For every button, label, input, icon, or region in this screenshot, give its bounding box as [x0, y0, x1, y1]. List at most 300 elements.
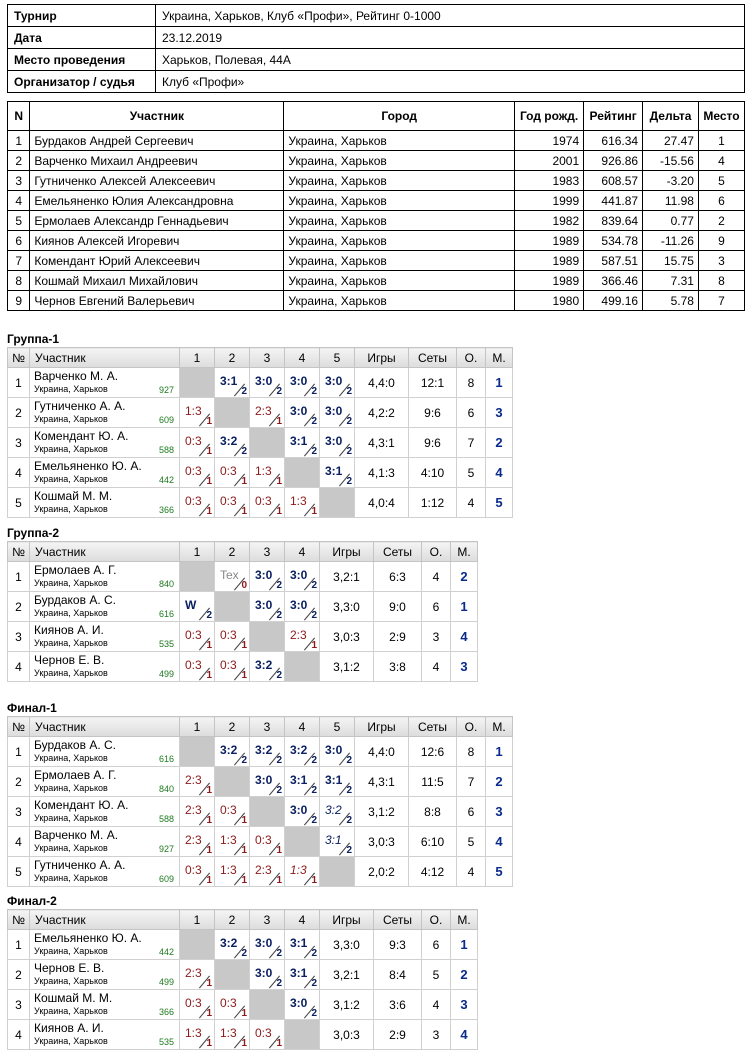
place-value: 5 [486, 488, 513, 518]
match-score-cell [320, 797, 355, 827]
match-points: 2 [311, 815, 317, 826]
match-points: 1 [206, 785, 212, 796]
participant-rating: 608.57 [584, 171, 643, 191]
header-participant: Участник [30, 348, 180, 368]
match-score: 0:3 [185, 464, 202, 478]
match-score: 0:3 [185, 628, 202, 642]
match-score-cell [250, 1020, 285, 1050]
match-score-cell [285, 960, 320, 990]
match-score: Tex [220, 568, 239, 582]
participant-rating: 926.86 [584, 151, 643, 171]
row-number: 3 [8, 622, 30, 652]
place-value: 1 [486, 368, 513, 398]
match-score: 3:0 [290, 598, 308, 612]
player-cell [30, 960, 180, 990]
games-value: 4,3:1 [355, 428, 409, 458]
player-city: Украина, Харьков [34, 578, 108, 588]
player-name: Ермолаев А. Г. [34, 768, 117, 782]
place-value: 2 [486, 767, 513, 797]
header-place: Место [698, 102, 744, 131]
player-name: Бурдаков А. С. [34, 738, 116, 752]
match-score: 1:3 [185, 1026, 202, 1040]
match-score-cell [285, 592, 320, 622]
row-number: 2 [8, 767, 30, 797]
row-number: 4 [8, 827, 30, 857]
match-score-cell [320, 368, 355, 398]
games-value: 3,3:0 [320, 930, 374, 960]
group-row [8, 990, 478, 1020]
self-cell [250, 990, 285, 1020]
header-games: Игры [355, 717, 409, 737]
games-value: 4,3:1 [355, 767, 409, 797]
header-opponent-number: 4 [285, 542, 320, 562]
player-city: Украина, Харьков [34, 783, 108, 793]
games-value: 4,1:3 [355, 458, 409, 488]
sets-value: 12:6 [409, 737, 457, 767]
games-value: 3,0:3 [355, 827, 409, 857]
player-cell [30, 488, 180, 518]
group-row [8, 767, 513, 797]
participant-city: Украина, Харьков [284, 131, 515, 151]
match-score-cell [180, 458, 215, 488]
match-score-cell [215, 488, 250, 518]
match-score: 2:3 [185, 803, 202, 817]
participant-birth-year: 2001 [515, 151, 584, 171]
participant-birth-year: 1974 [515, 131, 584, 151]
info-key: Дата [8, 27, 156, 49]
self-cell [180, 930, 215, 960]
participant-number: 2 [8, 151, 30, 171]
match-score-cell [215, 857, 250, 887]
match-points: 1 [276, 1038, 282, 1049]
match-score-cell [320, 737, 355, 767]
player-name: Емельяненко Ю. А. [34, 931, 142, 945]
match-points: 1 [241, 506, 247, 517]
header-delta: Дельта [643, 102, 699, 131]
match-score-cell [250, 488, 285, 518]
match-score-cell [180, 767, 215, 797]
match-score-cell [250, 930, 285, 960]
header-points: О. [457, 717, 486, 737]
match-score-cell [180, 990, 215, 1020]
header-opponent-number: 1 [180, 910, 215, 930]
player-rating: 366 [158, 1007, 174, 1017]
row-number: 3 [8, 990, 30, 1020]
games-value: 2,0:2 [355, 857, 409, 887]
row-number: 3 [8, 797, 30, 827]
match-points: 2 [276, 580, 282, 591]
player-cell [30, 368, 180, 398]
header-opponent-number: 4 [285, 717, 320, 737]
participant-delta: 7.31 [643, 271, 699, 291]
match-score-cell [285, 797, 320, 827]
row-number: 4 [8, 652, 30, 682]
match-score: 0:3 [220, 628, 237, 642]
player-city: Украина, Харьков [34, 753, 108, 763]
match-points: 2 [311, 446, 317, 457]
header-points: О. [422, 542, 451, 562]
match-score-cell [285, 562, 320, 592]
header-sets: Сеты [374, 542, 422, 562]
match-points: 1 [206, 978, 212, 989]
match-score-cell [250, 562, 285, 592]
participant-row [8, 251, 745, 271]
participant-rating: 441.87 [584, 191, 643, 211]
match-points: 1 [241, 476, 247, 487]
participant-city: Украина, Харьков [284, 191, 515, 211]
group-row [8, 428, 513, 458]
header-games: Игры [355, 348, 409, 368]
self-cell [250, 622, 285, 652]
info-key: Организатор / судья [8, 71, 156, 93]
match-score: 3:2 [220, 434, 238, 448]
self-cell [320, 857, 355, 887]
match-points: 1 [206, 506, 212, 517]
group-title: Группа-1 [7, 332, 60, 346]
participant-city: Украина, Харьков [284, 211, 515, 231]
participant-row [8, 211, 745, 231]
row-number: 1 [8, 562, 30, 592]
info-row [8, 71, 745, 93]
group-table [7, 541, 478, 682]
player-rating: 499 [158, 669, 174, 679]
participant-row [8, 271, 745, 291]
player-city: Украина, Харьков [34, 1036, 108, 1046]
match-score: 0:3 [255, 1026, 272, 1040]
player-city: Украина, Харьков [34, 444, 108, 454]
games-value: 3,3:0 [320, 592, 374, 622]
points-value: 3 [422, 622, 451, 652]
participant-number: 7 [8, 251, 30, 271]
self-cell [180, 562, 215, 592]
match-score-cell [180, 1020, 215, 1050]
participant-number: 6 [8, 231, 30, 251]
match-score: 3:0 [325, 404, 343, 418]
match-points: 1 [311, 875, 317, 886]
row-number: 1 [8, 368, 30, 398]
match-points: 2 [241, 755, 247, 766]
participants-body [8, 131, 745, 311]
self-cell [250, 797, 285, 827]
participant-birth-year: 1980 [515, 291, 584, 311]
points-value: 7 [457, 767, 486, 797]
participant-row [8, 171, 745, 191]
match-score-cell [320, 458, 355, 488]
header-opponent-number: 4 [285, 348, 320, 368]
match-points: 2 [241, 446, 247, 457]
match-points: 1 [241, 815, 247, 826]
player-cell [30, 562, 180, 592]
match-points: 2 [241, 948, 247, 959]
match-points: 2 [311, 785, 317, 796]
participant-row [8, 231, 745, 251]
match-score-cell [320, 767, 355, 797]
row-number: 1 [8, 737, 30, 767]
participant-place: 6 [698, 191, 744, 211]
player-city: Украина, Харьков [34, 504, 108, 514]
match-score: 3:1 [290, 936, 308, 950]
points-value: 4 [422, 562, 451, 592]
participant-delta: 0.77 [643, 211, 699, 231]
participant-number: 1 [8, 131, 30, 151]
self-cell [180, 737, 215, 767]
match-score: 1:3 [290, 494, 307, 508]
match-score-cell [250, 827, 285, 857]
player-rating: 535 [158, 1037, 174, 1047]
row-number: 2 [8, 398, 30, 428]
group-header-row [8, 910, 478, 930]
participant-birth-year: 1989 [515, 231, 584, 251]
match-points: 1 [241, 1008, 247, 1019]
match-score-cell [250, 857, 285, 887]
match-score: 3:0 [255, 936, 273, 950]
player-name: Емельяненко Ю. А. [34, 459, 142, 473]
participant-city: Украина, Харьков [284, 151, 515, 171]
place-value: 1 [451, 592, 478, 622]
games-value: 4,4:0 [355, 368, 409, 398]
group-row [8, 857, 513, 887]
match-points: 1 [206, 1038, 212, 1049]
match-score: 3:2 [290, 743, 308, 757]
participant-number: 9 [8, 291, 30, 311]
points-value: 6 [422, 592, 451, 622]
match-score: 3:1 [220, 374, 238, 388]
match-points: 2 [311, 1008, 317, 1019]
match-score: 3:1 [325, 773, 343, 787]
header-number: № [8, 542, 30, 562]
match-score: 1:3 [220, 833, 237, 847]
match-score: 3:0 [290, 568, 308, 582]
match-points: 2 [346, 815, 352, 826]
header-participant: Участник [30, 910, 180, 930]
player-city: Украина, Харьков [34, 668, 108, 678]
match-points: 2 [311, 948, 317, 959]
match-score-cell [250, 960, 285, 990]
player-cell [30, 652, 180, 682]
participant-city: Украина, Харьков [284, 231, 515, 251]
participant-row [8, 131, 745, 151]
player-rating: 535 [158, 639, 174, 649]
info-key: Турнир [8, 5, 156, 27]
player-city: Украина, Харьков [34, 608, 108, 618]
sets-value: 8:8 [409, 797, 457, 827]
place-value: 2 [451, 562, 478, 592]
player-cell [30, 622, 180, 652]
player-rating: 588 [158, 445, 174, 455]
games-value: 3,1:2 [355, 797, 409, 827]
match-points: 2 [346, 476, 352, 487]
group-row [8, 488, 513, 518]
match-score-cell [285, 398, 320, 428]
match-points: 2 [241, 386, 247, 397]
participant-birth-year: 1989 [515, 251, 584, 271]
match-score: 0:3 [185, 434, 202, 448]
participant-rating: 587.51 [584, 251, 643, 271]
group-row [8, 737, 513, 767]
participant-place: 4 [698, 151, 744, 171]
points-value: 4 [422, 652, 451, 682]
match-score: 3:0 [290, 803, 308, 817]
row-number: 4 [8, 458, 30, 488]
games-value: 3,1:2 [320, 652, 374, 682]
participant-delta: -3.20 [643, 171, 699, 191]
place-value: 2 [486, 428, 513, 458]
match-points: 1 [206, 416, 212, 427]
header-birth-year: Год рожд. [515, 102, 584, 131]
match-score-cell [215, 622, 250, 652]
match-score-cell [180, 827, 215, 857]
match-score-cell [250, 458, 285, 488]
player-city: Украина, Харьков [34, 414, 108, 424]
player-city: Украина, Харьков [34, 873, 108, 883]
match-points: 2 [206, 610, 212, 621]
player-name: Киянов А. И. [34, 1021, 104, 1035]
group-row [8, 368, 513, 398]
games-value: 3,2:1 [320, 562, 374, 592]
match-score-cell [250, 368, 285, 398]
match-points: 2 [346, 755, 352, 766]
place-value: 4 [451, 1020, 478, 1050]
match-points: 1 [206, 875, 212, 886]
group-table [7, 716, 513, 887]
header-opponent-number: 2 [215, 542, 250, 562]
self-cell [180, 368, 215, 398]
participant-name: Гутниченко Алексей Алексеевич [30, 171, 284, 191]
participant-place: 2 [698, 211, 744, 231]
participant-place: 3 [698, 251, 744, 271]
header-games: Игры [320, 910, 374, 930]
participant-name: Бурдаков Андрей Сергеевич [30, 131, 284, 151]
match-score: 3:1 [290, 434, 308, 448]
row-number: 2 [8, 960, 30, 990]
sets-value: 6:3 [374, 562, 422, 592]
player-rating: 616 [158, 754, 174, 764]
match-points: 2 [276, 978, 282, 989]
participant-city: Украина, Харьков [284, 251, 515, 271]
match-score: 3:0 [325, 374, 343, 388]
match-points: 2 [346, 386, 352, 397]
points-value: 5 [422, 960, 451, 990]
sets-value: 9:3 [374, 930, 422, 960]
participant-row [8, 291, 745, 311]
info-row [8, 49, 745, 71]
match-score: 0:3 [220, 658, 237, 672]
self-cell [215, 767, 250, 797]
match-score: 1:3 [290, 863, 307, 877]
match-score-cell [250, 767, 285, 797]
match-points: 2 [276, 785, 282, 796]
participant-rating: 366.46 [584, 271, 643, 291]
participant-name: Чернов Евгений Валерьевич [30, 291, 284, 311]
games-value: 4,2:2 [355, 398, 409, 428]
header-points: О. [457, 348, 486, 368]
match-score-cell [285, 622, 320, 652]
self-cell [285, 652, 320, 682]
header-city: Город [284, 102, 515, 131]
match-score: 3:1 [290, 966, 308, 980]
participant-name: Варченко Михаил Андреевич [30, 151, 284, 171]
player-name: Чернов Е. В. [34, 653, 105, 667]
player-rating: 927 [158, 844, 174, 854]
match-points: 1 [276, 506, 282, 517]
match-points: 0 [241, 580, 247, 591]
participant-place: 9 [698, 231, 744, 251]
player-name: Гутниченко А. А. [34, 858, 126, 872]
match-score-cell [180, 652, 215, 682]
match-points: 1 [206, 670, 212, 681]
match-score: 3:0 [255, 374, 273, 388]
player-city: Украина, Харьков [34, 976, 108, 986]
header-opponent-number: 5 [320, 717, 355, 737]
header-number: № [8, 717, 30, 737]
match-score: 3:0 [255, 966, 273, 980]
match-score: 3:2 [220, 936, 238, 950]
player-city: Украина, Харьков [34, 946, 108, 956]
player-rating: 366 [158, 505, 174, 515]
player-name: Комендант Ю. А. [34, 429, 129, 443]
participant-delta: 5.78 [643, 291, 699, 311]
player-rating: 442 [158, 947, 174, 957]
header-sets: Сеты [374, 910, 422, 930]
participant-birth-year: 1983 [515, 171, 584, 191]
match-score-cell [180, 622, 215, 652]
participant-rating: 616.34 [584, 131, 643, 151]
group-row [8, 562, 478, 592]
player-cell [30, 398, 180, 428]
header-participant: Участник [30, 717, 180, 737]
match-score: 1:3 [185, 404, 202, 418]
player-rating: 609 [158, 415, 174, 425]
header-opponent-number: 1 [180, 717, 215, 737]
self-cell [285, 827, 320, 857]
sets-value: 3:8 [374, 652, 422, 682]
place-value: 4 [486, 827, 513, 857]
match-score: 0:3 [185, 996, 202, 1010]
group-row [8, 797, 513, 827]
header-opponent-number: 3 [250, 348, 285, 368]
player-cell [30, 990, 180, 1020]
participant-birth-year: 1989 [515, 271, 584, 291]
header-number: № [8, 910, 30, 930]
player-city: Украина, Харьков [34, 474, 108, 484]
self-cell [320, 488, 355, 518]
sets-value: 2:9 [374, 622, 422, 652]
match-score-cell [320, 827, 355, 857]
header-opponent-number: 5 [320, 348, 355, 368]
match-points: 2 [311, 978, 317, 989]
participant-number: 3 [8, 171, 30, 191]
player-cell [30, 592, 180, 622]
participant-name: Кошмай Михаил Михайлович [30, 271, 284, 291]
games-value: 3,2:1 [320, 960, 374, 990]
group-row [8, 592, 478, 622]
match-score-cell [285, 488, 320, 518]
player-cell [30, 797, 180, 827]
match-points: 2 [311, 416, 317, 427]
match-points: 2 [346, 785, 352, 796]
row-number: 3 [8, 428, 30, 458]
row-number: 4 [8, 1020, 30, 1050]
match-score: 0:3 [185, 494, 202, 508]
match-points: 2 [311, 580, 317, 591]
place-value: 5 [486, 857, 513, 887]
participant-rating: 534.78 [584, 231, 643, 251]
match-score: 3:0 [255, 598, 273, 612]
match-score: 3:0 [290, 404, 308, 418]
match-score: 1:3 [220, 1026, 237, 1040]
info-row [8, 27, 745, 49]
match-points: 1 [206, 815, 212, 826]
